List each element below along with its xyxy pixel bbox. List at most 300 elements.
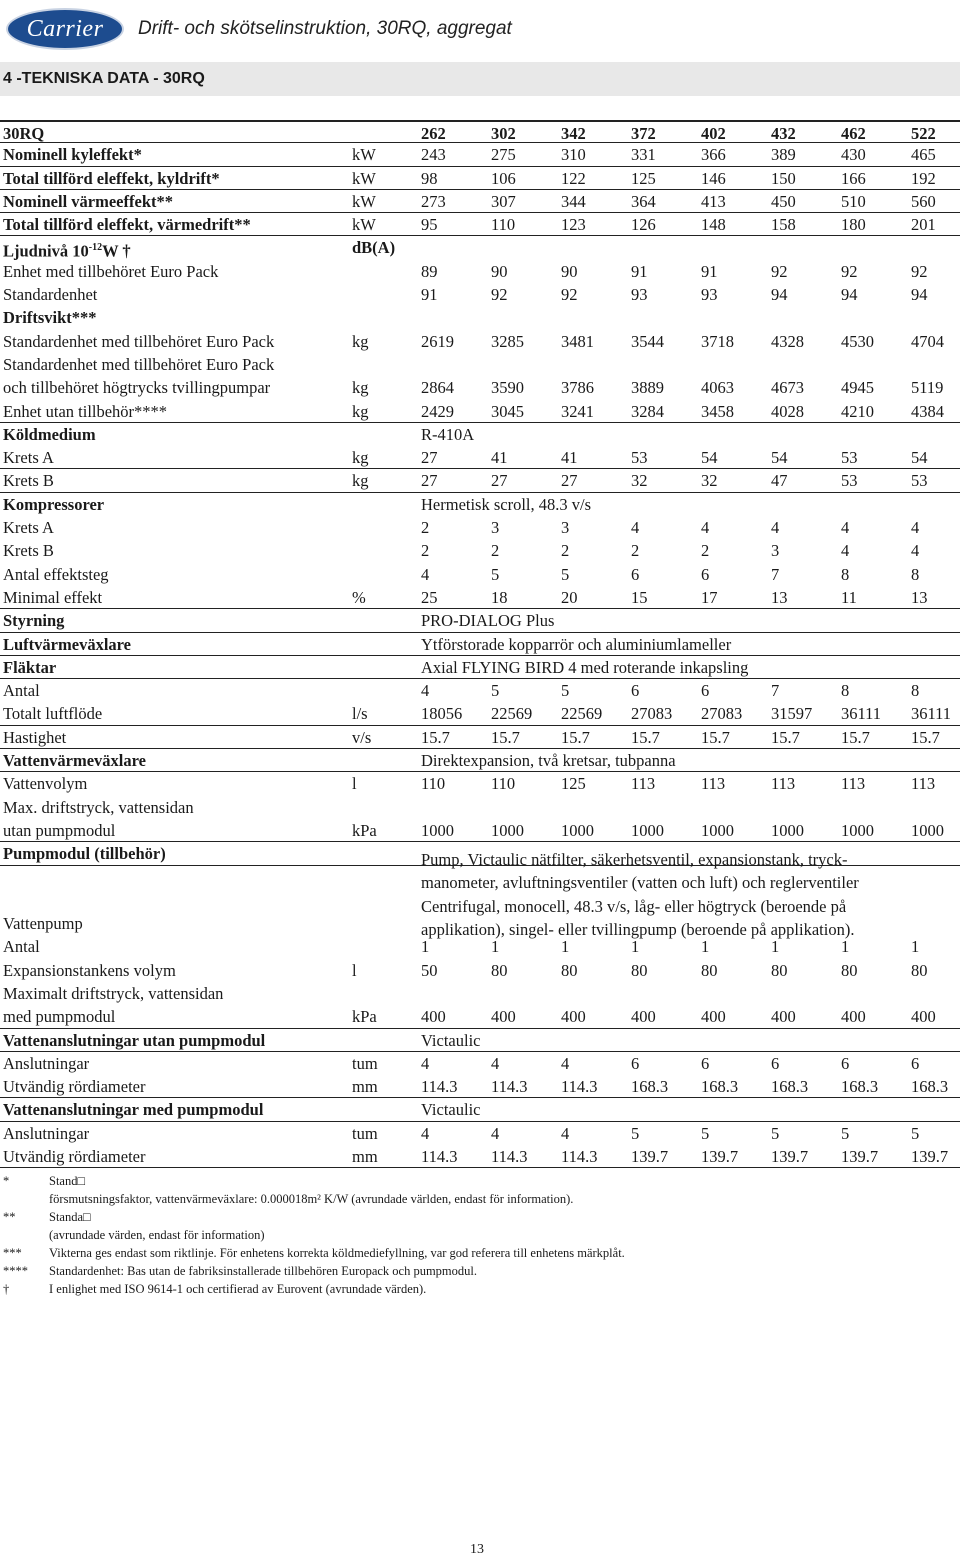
cell-value: 4 [561, 1053, 570, 1073]
cell-value: 273 [421, 191, 446, 211]
cell-value: 8 [841, 681, 850, 701]
table-row [0, 539, 960, 562]
cell-value: 91 [631, 261, 648, 281]
section-heading: 4 -TEKNISKA DATA - 30RQ [0, 62, 960, 96]
row-unit: tum [352, 1123, 378, 1143]
row-label: Antal effektsteg [3, 564, 109, 584]
footnote [0, 1280, 960, 1298]
spec-table [0, 120, 960, 1168]
table-row [0, 120, 960, 143]
cell-value: 47 [771, 471, 788, 491]
cell-value: 36111 [911, 704, 952, 724]
cell-value: 139.7 [911, 1147, 949, 1167]
cell-value: 27083 [631, 704, 673, 724]
row-unit: kg [352, 401, 369, 421]
table-row [0, 306, 960, 329]
page-number: 13 [470, 1542, 484, 1557]
cell-value: 6 [701, 564, 710, 584]
pump-text-line: applikation), singel- eller tvillingpump (beroende på applikation). [421, 919, 855, 939]
cell-value: 3 [771, 541, 780, 561]
table-row [0, 726, 960, 749]
cell-value: 4 [841, 518, 850, 538]
footnotes [0, 1172, 960, 1298]
row-label: Styrning [3, 611, 65, 631]
row-unit: dB(A) [352, 238, 396, 258]
cell-value: 114.3 [421, 1147, 458, 1167]
table-row [0, 516, 960, 539]
cell-value: 18056 [421, 704, 463, 724]
cell-value: 139.7 [841, 1147, 879, 1167]
cell-value: 6 [701, 1053, 710, 1073]
cell-value: 4 [841, 541, 850, 561]
cell-value: 4 [421, 1123, 430, 1143]
row-unit: v/s [352, 727, 372, 747]
cell-value: 8 [911, 681, 920, 701]
cell-value: 53 [841, 448, 858, 468]
cell-value: 94 [841, 285, 858, 305]
row-label: 30RQ [3, 124, 45, 143]
cell-value: 91 [701, 261, 718, 281]
table-row [0, 959, 960, 982]
cell-value: 22569 [561, 704, 603, 724]
row-unit: kW [352, 168, 376, 188]
cell-value: 41 [561, 448, 578, 468]
cell-value: 302 [491, 124, 516, 143]
cell-value: 4 [421, 681, 430, 701]
cell-value: 20 [561, 587, 578, 607]
cell-value: 4 [491, 1123, 500, 1143]
cell-value: 5 [911, 1123, 920, 1143]
row-unit: kW [352, 191, 376, 211]
cell-value: 5 [771, 1123, 780, 1143]
cell-value: 3481 [561, 331, 594, 351]
row-unit: kg [352, 331, 369, 351]
table-row [0, 586, 960, 609]
cell-value: 3718 [701, 331, 734, 351]
row-label: Anslutningar [3, 1053, 90, 1073]
cell-value: 4 [561, 1123, 570, 1143]
cell-value: 6 [701, 681, 710, 701]
cell-value: 1000 [631, 820, 664, 840]
cell-value: 114.3 [491, 1077, 528, 1097]
row-unit: kPa [352, 1007, 377, 1027]
row-label: Krets A [3, 518, 54, 538]
footnote [0, 1244, 960, 1262]
cell-value: 5 [701, 1123, 710, 1143]
cell-value: 5 [841, 1123, 850, 1143]
cell-value: 3590 [491, 378, 524, 398]
row-label: Enhet utan tillbehör**** [3, 401, 168, 421]
table-row [0, 167, 960, 190]
row-label: Maximalt driftstryck, vattensidan [3, 983, 224, 1003]
table-row [0, 376, 960, 399]
table-row [0, 260, 960, 283]
cell-value: 106 [491, 168, 516, 188]
cell-value: 98 [421, 168, 438, 188]
row-label: Vattenanslutningar med pumpmodul [3, 1100, 264, 1120]
cell-value: 5 [491, 681, 500, 701]
cell-value: 80 [841, 960, 858, 980]
row-label: Totalt luftflöde [3, 704, 103, 724]
cell-value: 1000 [421, 820, 454, 840]
row-unit: kg [352, 378, 369, 398]
cell-value: 150 [771, 168, 796, 188]
cell-value: 4 [631, 518, 640, 538]
cell-value: 180 [841, 215, 866, 235]
cell-value: 114.3 [421, 1077, 458, 1097]
cell-value: 15.7 [491, 727, 520, 747]
footnote-text: försmutsningsfaktor, vattenvärmeväxlare: 0.000018m² K/W (avrundade världen, endast för information). [49, 1192, 574, 1206]
cell-value: 92 [491, 285, 508, 305]
footnote-mark: † [3, 1282, 10, 1296]
cell-value: 430 [841, 145, 866, 165]
footnote [0, 1172, 960, 1190]
cell-value: 450 [771, 191, 796, 211]
row-label: Anslutningar [3, 1123, 90, 1143]
cell-value: 2864 [421, 378, 454, 398]
cell-value: 413 [701, 191, 726, 211]
row-unit: kW [352, 145, 376, 165]
row-label: Luftvärmeväxlare [3, 634, 131, 654]
cell-value: 27 [561, 471, 578, 491]
cell-value: 1 [911, 937, 920, 957]
cell-value: 3284 [631, 401, 664, 421]
cell-value: 123 [561, 215, 586, 235]
table-row [0, 1098, 960, 1121]
footnote-mark: * [3, 1174, 10, 1188]
row-span-value: PRO-DIALOG Plus [421, 611, 555, 631]
cell-value: 262 [421, 124, 446, 143]
cell-value: 400 [841, 1007, 866, 1027]
cell-value: 139.7 [701, 1147, 739, 1167]
table-row [0, 702, 960, 725]
cell-value: 3458 [701, 401, 734, 421]
footnote [0, 1190, 960, 1208]
cell-value: 15.7 [771, 727, 800, 747]
table-row [0, 1145, 960, 1168]
cell-value: 3285 [491, 331, 524, 351]
cell-value: 4673 [771, 378, 804, 398]
cell-value: 113 [771, 774, 796, 794]
table-row [0, 982, 960, 1005]
cell-value: 80 [631, 960, 648, 980]
table-row [0, 469, 960, 492]
table-row [0, 1122, 960, 1145]
footnote [0, 1208, 960, 1226]
row-label: Hastighet [3, 727, 67, 747]
table-row [0, 236, 960, 259]
cell-value: 114.3 [491, 1147, 528, 1167]
row-label: Vattenanslutningar utan pumpmodul [3, 1030, 266, 1050]
table-row [0, 330, 960, 353]
cell-value: 80 [911, 960, 928, 980]
footnote-text: Standardenhet: Bas utan de fabriksinstallerade tillbehören Europack och pumpmodul. [49, 1264, 478, 1278]
footnote-mark: *** [3, 1246, 22, 1260]
cell-value: 5 [491, 564, 500, 584]
cell-value: 364 [631, 191, 656, 211]
row-label: utan pumpmodul [3, 820, 116, 840]
row-label: Total tillförd eleffekt, kyldrift* [3, 168, 220, 188]
cell-value: 2 [631, 541, 640, 561]
cell-value: 402 [701, 124, 726, 143]
row-label: Antal [3, 681, 40, 701]
row-unit: kW [352, 215, 376, 235]
cell-value: 2 [421, 541, 430, 561]
cell-value: 148 [701, 215, 726, 235]
row-label: Köldmedium [3, 424, 96, 444]
cell-value: 465 [911, 145, 936, 165]
cell-value: 1 [421, 937, 430, 957]
row-label: Max. driftstryck, vattensidan [3, 797, 194, 817]
row-label: Standardenhet med tillbehöret Euro Pack [3, 354, 275, 374]
table-row [0, 1075, 960, 1098]
table-row [0, 423, 960, 446]
cell-value: 93 [701, 285, 718, 305]
cell-value: 53 [911, 471, 928, 491]
table-row [0, 493, 960, 516]
cell-value: 6 [771, 1053, 780, 1073]
cell-value: 168.3 [771, 1077, 809, 1097]
cell-value: 2429 [421, 401, 454, 421]
cell-value: 1 [701, 937, 710, 957]
table-row [0, 1052, 960, 1075]
cell-value: 4328 [771, 331, 804, 351]
cell-value: 4028 [771, 401, 804, 421]
cell-value: 1000 [771, 820, 804, 840]
cell-value: 4063 [701, 378, 734, 398]
footnote [0, 1226, 960, 1244]
cell-value: 4530 [841, 331, 874, 351]
table-row [0, 656, 960, 679]
cell-value: 22569 [491, 704, 533, 724]
table-row [0, 1029, 960, 1052]
cell-value: 27 [421, 471, 438, 491]
table-row [0, 819, 960, 842]
cell-value: 7 [771, 564, 780, 584]
cell-value: 53 [841, 471, 858, 491]
cell-value: 125 [561, 774, 586, 794]
cell-value: 90 [491, 261, 508, 281]
row-label: Vattenvolym [3, 774, 88, 794]
pump-text-line: manometer, avluftningsventiler (vatten och luft) och reglerventiler [421, 873, 859, 893]
cell-value: 6 [911, 1053, 920, 1073]
footnote-text: (avrundade värden, endast för information) [49, 1228, 265, 1242]
footnote-text: Vikterna ges endast som riktlinje. För enhetens korrekta köldmediefyllning, var god referera till enhetens märkplåt. [49, 1246, 625, 1260]
row-label: Minimal effekt [3, 587, 103, 607]
cell-value: 3889 [631, 378, 664, 398]
table-row [0, 213, 960, 236]
row-span-value: Axial FLYING BIRD 4 med roterande inkapsling [421, 657, 749, 677]
row-label: Nominell värmeeffekt** [3, 191, 173, 211]
cell-value: 3544 [631, 331, 664, 351]
cell-value: 522 [911, 124, 936, 143]
cell-value: 110 [421, 774, 446, 794]
cell-value: 168.3 [631, 1077, 669, 1097]
cell-value: 32 [631, 471, 648, 491]
pump-text-line: Pump, Victaulic nätfilter, säkerhetsventil, expansionstank, tryck- [421, 850, 848, 869]
row-label: Driftsvikt*** [3, 308, 97, 328]
row-span-value: Victaulic [421, 1100, 481, 1120]
footnote-text: Standa□ [49, 1210, 91, 1224]
cell-value: 122 [561, 168, 586, 188]
cell-value: 27083 [701, 704, 743, 724]
cell-value: 5119 [911, 378, 944, 398]
cell-value: 7 [771, 681, 780, 701]
row-span-value: Ytförstorade kopparrör och aluminiumlameller [421, 634, 732, 654]
table-row [0, 772, 960, 795]
cell-value: 113 [911, 774, 936, 794]
cell-value: 54 [701, 448, 718, 468]
cell-value: 400 [911, 1007, 936, 1027]
cell-value: 331 [631, 145, 656, 165]
cell-value: 80 [701, 960, 718, 980]
table-row [0, 353, 960, 376]
cell-value: 3241 [561, 401, 594, 421]
cell-value: 243 [421, 145, 446, 165]
cell-value: 2 [561, 541, 570, 561]
cell-value: 110 [491, 215, 516, 235]
carrier-logo: Carrier [6, 8, 124, 50]
cell-value: 4 [771, 518, 780, 538]
cell-value: 6 [841, 1053, 850, 1073]
row-unit: kPa [352, 820, 377, 840]
document-title: Drift- och skötselinstruktion, 30RQ, aggregat [138, 18, 512, 39]
cell-value: 168.3 [701, 1077, 739, 1097]
cell-value: 25 [421, 587, 438, 607]
cell-value: 92 [841, 261, 858, 281]
cell-value: 6 [631, 681, 640, 701]
cell-value: 400 [701, 1007, 726, 1027]
cell-value: 113 [701, 774, 726, 794]
row-span-value: Hermetisk scroll, 48.3 v/s [421, 494, 592, 514]
cell-value: 146 [701, 168, 726, 188]
cell-value: 5 [561, 681, 570, 701]
cell-value: 389 [771, 145, 796, 165]
cell-value: 2619 [421, 331, 454, 351]
cell-value: 90 [561, 261, 578, 281]
table-row [0, 679, 960, 702]
cell-value: 125 [631, 168, 656, 188]
cell-value: 114.3 [561, 1077, 598, 1097]
cell-value: 400 [561, 1007, 586, 1027]
table-row [0, 749, 960, 772]
row-unit: l [352, 960, 357, 980]
cell-value: 110 [491, 774, 516, 794]
cell-value: 139.7 [771, 1147, 809, 1167]
cell-value: 4 [701, 518, 710, 538]
cell-value: 344 [561, 191, 586, 211]
row-unit: kg [352, 471, 369, 491]
cell-value: 91 [421, 285, 438, 305]
row-unit: l/s [352, 704, 368, 724]
cell-value: 4210 [841, 401, 874, 421]
row-span-value: Direktexpansion, två kretsar, tubpanna [421, 751, 676, 771]
table-row [0, 1005, 960, 1028]
row-label: Kompressorer [3, 494, 105, 514]
row-unit: l [352, 774, 357, 794]
cell-value: 8 [911, 564, 920, 584]
cell-value: 92 [911, 261, 928, 281]
cell-value: 1000 [841, 820, 874, 840]
cell-value: 400 [421, 1007, 446, 1027]
cell-value: 15.7 [911, 727, 940, 747]
cell-value: 400 [771, 1007, 796, 1027]
cell-value: 36111 [841, 704, 882, 724]
cell-value: 275 [491, 145, 516, 165]
footnote-text: I enlighet med ISO 9614-1 och certifierad av Eurovent (avrundade värden). [49, 1282, 427, 1296]
cell-value: 2 [491, 541, 500, 561]
cell-value: 92 [561, 285, 578, 305]
footnote-mark: **** [3, 1264, 28, 1278]
row-span-value: Victaulic [421, 1030, 481, 1050]
cell-value: 17 [701, 587, 718, 607]
row-label: Fläktar [3, 657, 57, 677]
row-label: Total tillförd eleffekt, värmedrift** [3, 215, 251, 235]
cell-value: 4384 [911, 401, 944, 421]
row-span-value: R-410A [421, 424, 475, 444]
cell-value: 192 [911, 168, 936, 188]
cell-value: 54 [771, 448, 788, 468]
cell-value: 3 [491, 518, 500, 538]
cell-value: 94 [771, 285, 788, 305]
cell-value: 166 [841, 168, 866, 188]
page-header [0, 0, 960, 60]
cell-value: 15.7 [701, 727, 730, 747]
cell-value: 92 [771, 261, 788, 281]
cell-value: 1 [841, 937, 850, 957]
cell-value: 4 [491, 1053, 500, 1073]
row-unit: % [352, 587, 366, 607]
cell-value: 201 [911, 215, 936, 235]
cell-value: 32 [701, 471, 718, 491]
cell-value: 114.3 [561, 1147, 598, 1167]
row-label: Nominell kyleffekt* [3, 145, 142, 165]
cell-value: 4 [421, 1053, 430, 1073]
cell-value: 18 [491, 587, 508, 607]
table-row [0, 190, 960, 213]
cell-value: 158 [771, 215, 796, 235]
cell-value: 4 [421, 564, 430, 584]
cell-value: 53 [631, 448, 648, 468]
cell-value: 113 [631, 774, 656, 794]
row-unit: kg [352, 448, 369, 468]
cell-value: 6 [631, 564, 640, 584]
cell-value: 3786 [561, 378, 594, 398]
row-label: Ljudnivå $10^{-12}W$ † [3, 241, 131, 261]
row-label: Utvändig rördiameter [3, 1077, 146, 1097]
cell-value: 462 [841, 124, 866, 143]
row-label: Krets B [3, 471, 54, 491]
table-row [0, 633, 960, 656]
cell-value: 93 [631, 285, 648, 305]
cell-value: 15.7 [421, 727, 450, 747]
pump-module-description [421, 848, 941, 941]
cell-value: 1 [491, 937, 500, 957]
cell-value: 1 [631, 937, 640, 957]
cell-value: 4704 [911, 331, 944, 351]
row-unit: mm [352, 1147, 378, 1167]
cell-value: 27 [421, 448, 438, 468]
cell-value: 41 [491, 448, 508, 468]
table-row [0, 563, 960, 586]
cell-value: 1000 [491, 820, 524, 840]
footnote [0, 1262, 960, 1280]
cell-value: 11 [841, 587, 857, 607]
row-label: Pumpmodul (tillbehör) [3, 844, 166, 864]
cell-value: 2 [701, 541, 710, 561]
cell-value: 6 [631, 1053, 640, 1073]
row-label: Standardenhet med tillbehöret Euro Pack [3, 331, 275, 351]
